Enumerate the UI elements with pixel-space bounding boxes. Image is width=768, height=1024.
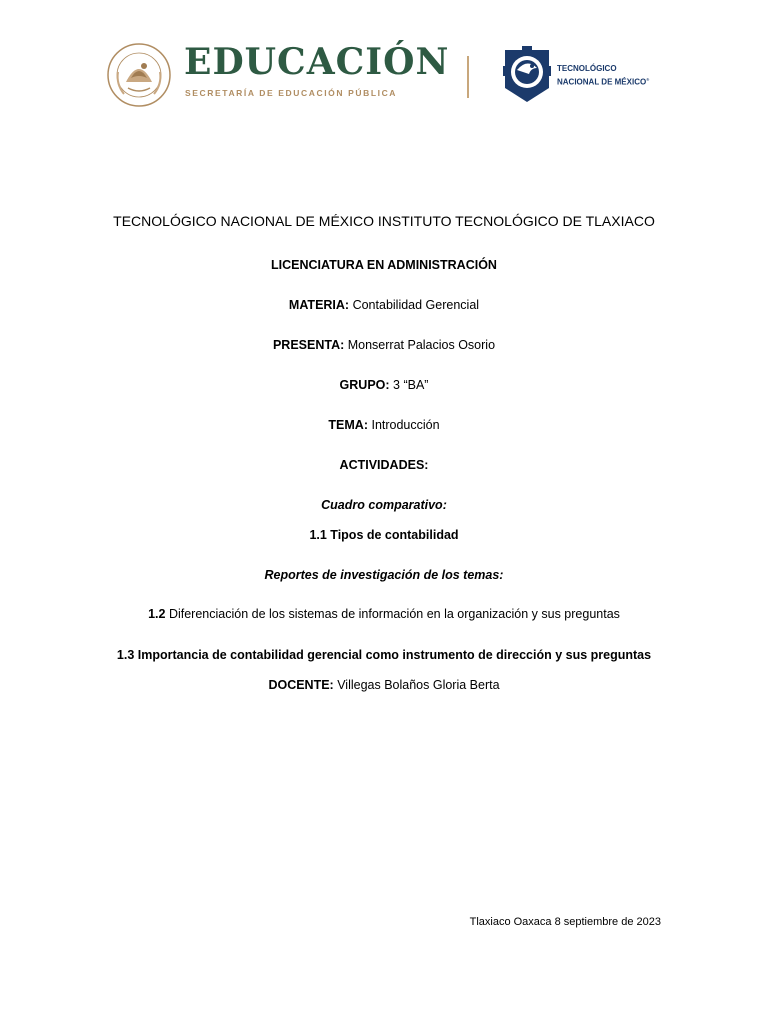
institution-name: TECNOLÓGICO NACIONAL DE MÉXICO INSTITUTO TECNOLÓGICO DE TLAXIACO [113, 213, 655, 229]
actividades-heading: ACTIVIDADES: [339, 458, 429, 472]
materia-line [0, 297, 768, 313]
tecnm-wordmark [557, 64, 649, 88]
presenta-label: PRESENTA: [272, 338, 345, 352]
place-and-date: Tlaxiaco Oaxaca 8 septiembre de 2023 [469, 916, 661, 928]
item-1-1: 1.1 Tipos de contabilidad [309, 528, 459, 542]
mexican-coat-of-arms-logo [104, 42, 174, 108]
materia-value: Contabilidad Gerencial [349, 298, 480, 312]
tema-line [0, 417, 768, 433]
presenta-value: Monserrat Palacios Osorio [344, 338, 496, 352]
docente-value: Villegas Bolaños Gloria Berta [333, 678, 500, 692]
item-1-3: 1.3 Importancia de contabilidad gerencial como instrumento de dirección y sus preguntas [116, 648, 652, 662]
item-1-2-text: Diferenciación de los sistemas de información en la organización y sus preguntas [165, 607, 620, 621]
item-1-2-number: 1.2 [148, 607, 166, 621]
logo-divider [467, 56, 469, 98]
degree-name: LICENCIATURA EN ADMINISTRACIÓN [271, 258, 497, 272]
tecnm-line-1: TECNOLÓGICO [557, 64, 617, 73]
docente-label: DOCENTE: [268, 678, 334, 692]
document-header [0, 0, 768, 120]
sep-subtitle: SECRETARÍA DE EDUCACIÓN PÚBLICA [185, 88, 398, 98]
tecnm-line-2-text: NACIONAL DE MÉXICO [557, 77, 647, 87]
tecnm-registered-mark: ® [646, 76, 650, 82]
tecnm-gear-logo [501, 44, 553, 106]
cuadro-comparativo-heading: Cuadro comparativo: [321, 498, 447, 512]
tecnm-line-2 [557, 75, 649, 88]
item-1-2-line [0, 606, 768, 622]
sep-title: EDUCACIÓN [184, 41, 450, 83]
tema-value: Introducción [368, 418, 440, 432]
docente-line [0, 677, 768, 693]
grupo-value: 3 “BA” [389, 378, 429, 392]
grupo-label: GRUPO: [339, 378, 390, 392]
materia-label: MATERIA: [288, 298, 350, 312]
reportes-heading: Reportes de investigación de los temas: [264, 568, 504, 582]
presenta-line [0, 337, 768, 353]
grupo-line [0, 377, 768, 393]
tema-label: TEMA: [328, 418, 368, 432]
